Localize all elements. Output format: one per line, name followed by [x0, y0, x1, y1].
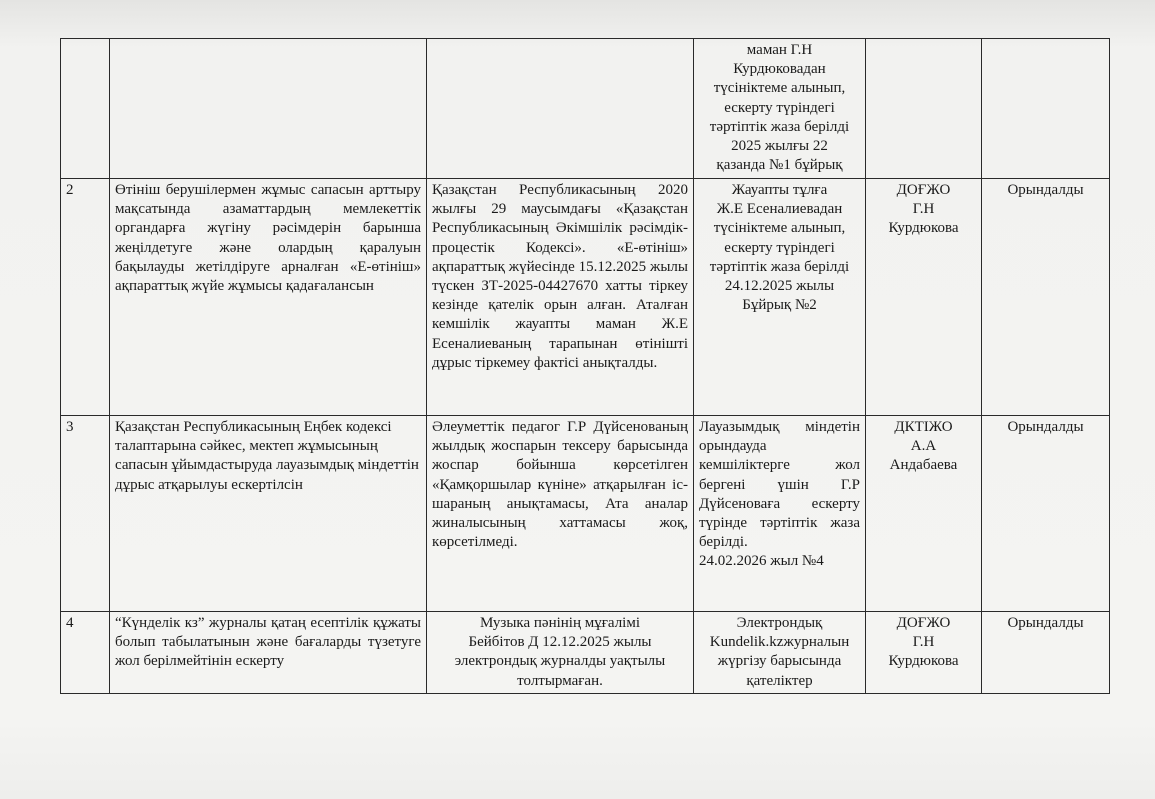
row-action [694, 416, 866, 612]
action-line: 2025 жылғы 22 [731, 138, 828, 155]
action-line: Жауапты тұлға [731, 182, 828, 198]
responsible-line: Г.Н [912, 201, 935, 218]
responsible-line: А.А [910, 438, 937, 455]
action-line: ескерту түріндегі [724, 239, 835, 256]
row-status: Орындалды [982, 612, 1110, 694]
row-number: 4 [61, 612, 110, 694]
action-line: 24.12.2025 жылы [724, 278, 835, 295]
row-description [110, 39, 427, 179]
row-number: 3 [61, 416, 110, 612]
row-responsible [866, 612, 982, 694]
action-line: маман Г.Н [746, 42, 813, 58]
findings-line: Бейбітов Д 12.12.2025 жылы [468, 634, 652, 651]
responsible-line: ДОҒЖО [896, 182, 951, 198]
row-description: Қазақстан Республикасының Еңбек кодексі талаптарына сәйкес, мектеп жұмысының сапасын ұйымдастыруда лауазымдық міндеттін дұрыс атқарылуы ескертілсін [110, 416, 427, 612]
row-status [982, 39, 1110, 179]
control-results-table [60, 38, 1110, 694]
action-line: Курдюковадан [733, 61, 826, 78]
row-responsible [866, 416, 982, 612]
action-line: ескерту түріндегі [724, 99, 835, 116]
responsible-line: Курдюкова [888, 220, 959, 237]
findings-line: толтырмаған. [517, 672, 603, 689]
action-order: 24.02.2026 жыл №4 [699, 553, 824, 570]
responsible-line: ДКТІЖО [894, 419, 953, 435]
row-findings [427, 39, 694, 179]
action-line: қазанда №1 бұйрық [716, 157, 843, 174]
action-line: түсініктеме алынып, [713, 80, 846, 97]
table-row [61, 179, 1110, 416]
action-line: қателіктер [746, 672, 813, 689]
action-line: Бұйрық №2 [742, 297, 817, 314]
table-row [61, 39, 1110, 179]
action-line: тәртіптік жаза берілді [709, 118, 850, 135]
responsible-line: Г.Н [912, 634, 935, 651]
row-status: Орындалды [982, 179, 1110, 416]
table-row [61, 416, 1110, 612]
row-findings: Әлеуметтік педагог Г.Р Дүйсеновaның жылдық жоспарын тексеру барысында жоспар бойынша көрсетілген «Қамқоршылар күніне» атқарылған іс-шараның анықтамасы, Ата аналар жиналысының хаттамасы жоқ, көрсетілмеді. [427, 416, 694, 612]
row-action [694, 612, 866, 694]
action-line: Kundelik.kzжурналын [709, 634, 850, 651]
action-line: тәртіптік жаза берілді [709, 258, 850, 275]
row-action [694, 39, 866, 179]
row-findings: Қазақстан Республикасының 2020 жылғы 29 маусымдағы «Қазақстан Республикасының Әкімшілік рәсімдік-процестік Кодексі». «Е-өтініш» ақпараттық жүйесінде 15.12.2025 жылы түскен ЗТ-2025-04427670 хатты тіркеу кезінде қателік орын алған. Аталған кемшілік жауапты маман Ж.Е Есеналиеваның тарапынан өтінішті дұрыс тіркемеу фактісі анықталды. [427, 179, 694, 416]
row-number: 2 [61, 179, 110, 416]
action-line: жүргізу барысында [717, 653, 842, 670]
row-findings [427, 612, 694, 694]
action-line: Электрондық [736, 615, 823, 631]
responsible-line: Курдюкова [888, 653, 959, 670]
row-responsible [866, 39, 982, 179]
table-row [61, 612, 1110, 694]
row-description: Өтініш берушілермен жұмыс сапасын арттыру мақсатында азаматтардың мемлекеттік органдарға жүгіну рәсімдерін барынша жеңілдетуге және олардың қаралуын бақылауды жетілдіруге арналған «Е-өтініш» ақпараттық жүйе жұмысы қадағалансын [110, 179, 427, 416]
row-description: “Күнделік кз” журналы қатаң есептілік құжаты болып табылатынын және бағаларды түзетуге жол берілмейтінін ескерту [110, 612, 427, 694]
action-text: Лауазымдық міндетін орындауда кемшіліктерге жол бергені үшін Г.Р Дүйсеноваға ескерту түрінде тәртіптік жаза берілді. [699, 419, 860, 551]
row-action [694, 179, 866, 416]
row-responsible [866, 179, 982, 416]
responsible-line: Андабаева [889, 457, 958, 474]
findings-line: Музыка пәнінің мұғалімі [479, 615, 641, 631]
action-line: түсініктеме алынып, [713, 220, 846, 237]
findings-line: электрондық журналды уақтылы [454, 653, 666, 670]
row-status: Орындалды [982, 416, 1110, 612]
responsible-line: ДОҒЖО [896, 615, 951, 631]
action-line: Ж.Е Есеналиевадан [716, 201, 843, 218]
row-number [61, 39, 110, 179]
